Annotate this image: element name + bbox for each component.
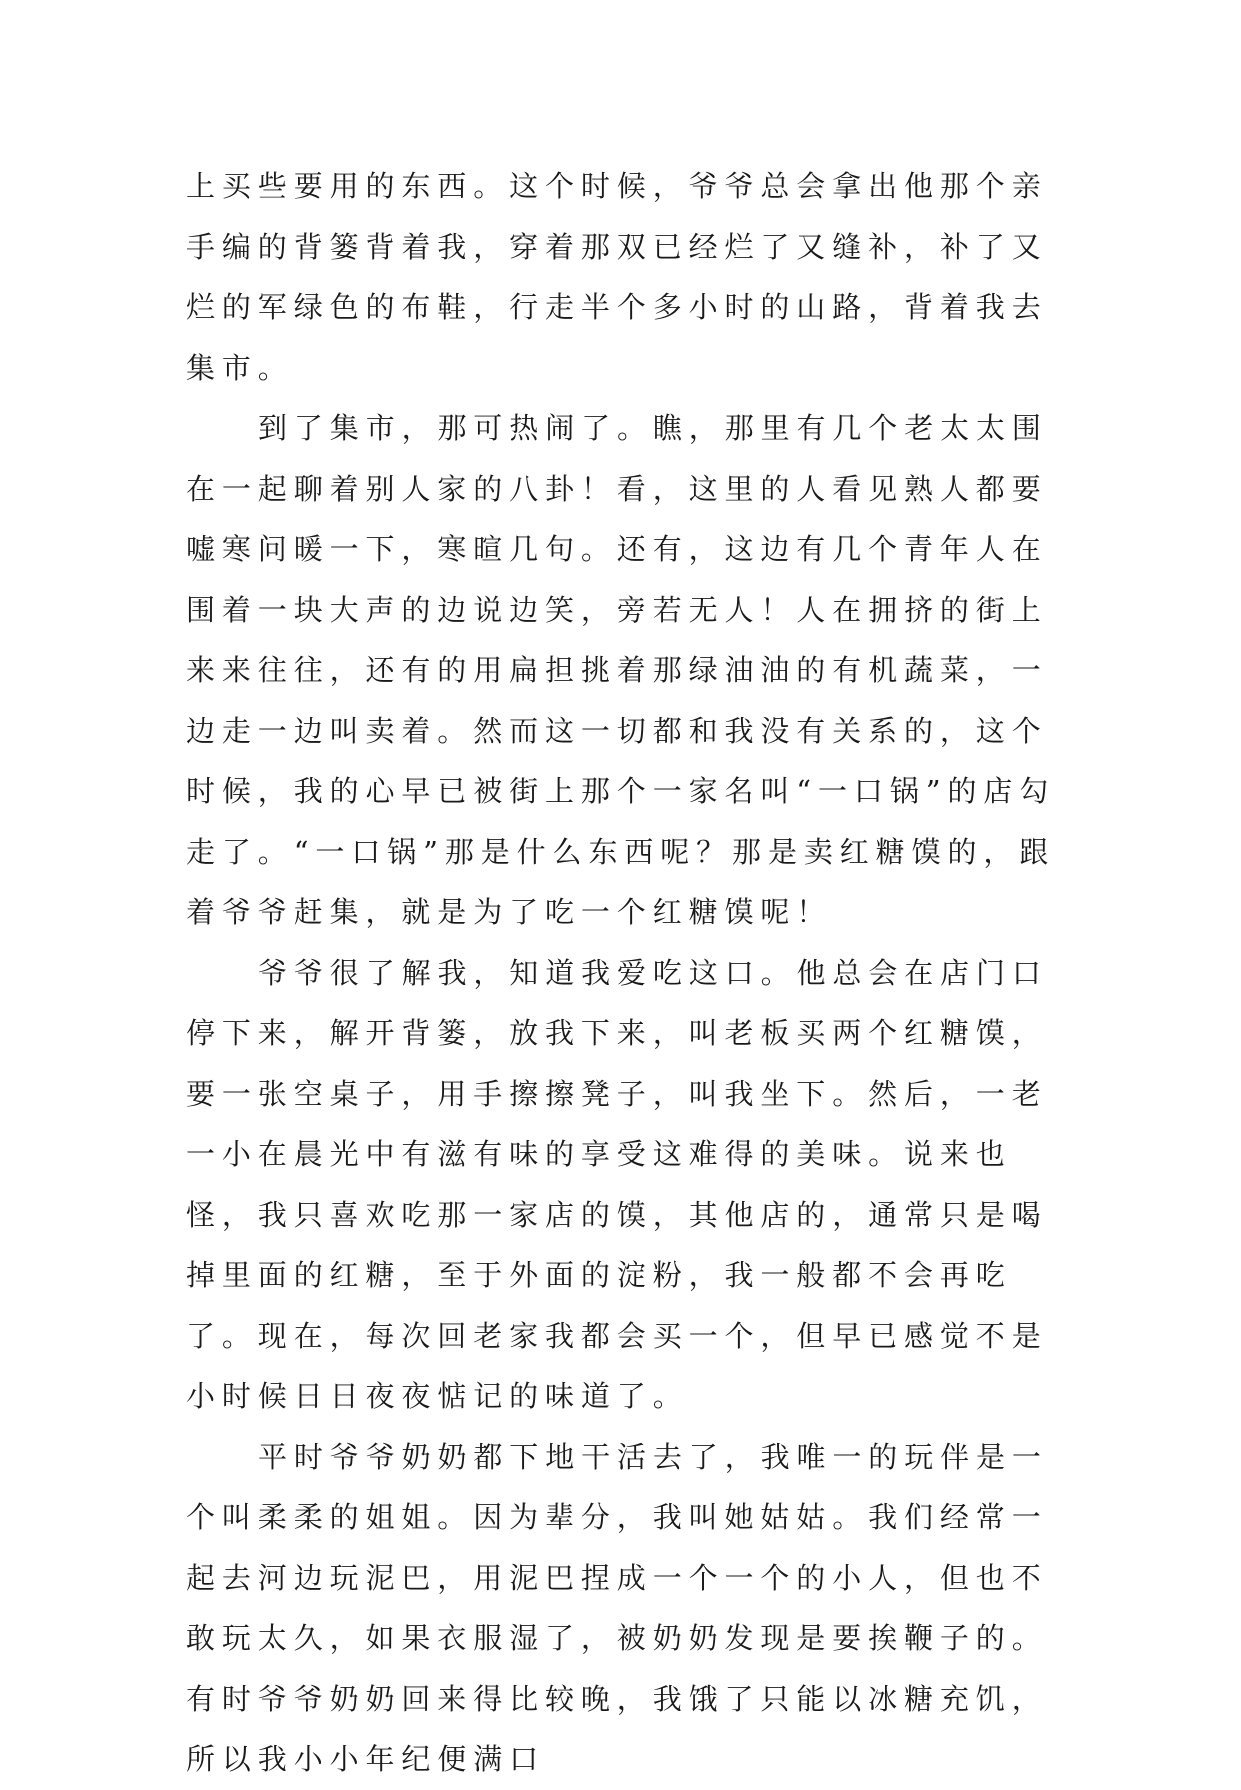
paragraph-4: 平时爷爷奶奶都下地干活去了，我唯一的玩伴是一个叫柔柔的姐姐。因为辈分，我叫她姑姑。我们经常一起去河边玩泥巴，用泥巴捏成一个一个的小人，但也不敢玩太久，如果衣服湿了，被奶奶发现是要挨鞭子的。有时爷爷奶奶回来得比较晚，我饿了只能以冰糖充饥，所以我小小年纪便满口 [186,1439,1048,1776]
document-body [186,156,1056,1790]
paragraph-1: 上买些要用的东西。这个时候，爷爷总会拿出他那个亲手编的背篓背着我，穿着那双已经烂了又缝补，补了又烂的军绿色的布鞋，行走半个多小时的山路，背着我去集市。 [186,169,1048,385]
paragraph-3: 爷爷很了解我，知道我爱吃这口。他总会在店门口停下来，解开背篓，放我下来，叫老板买两个红糖馍，要一张空桌子，用手擦擦凳子，叫我坐下。然后，一老一小在晨光中有滋有味的享受这难得的美味。说来也怪，我只喜欢吃那一家店的馍，其他店的，通常只是喝掉里面的红糖，至于外面的淀粉，我一般都不会再吃了。现在，每次回老家我都会买一个，但早已感觉不是小时候日日夜夜惦记的味道了。 [186,955,1048,1413]
paragraph-2: 到了集市，那可热闹了。瞧，那里有几个老太太围在一起聊着别人家的八卦！看，这里的人看见熟人都要嘘寒问暖一下，寒暄几句。还有，这边有几个青年人在围着一块大声的边说边笑，旁若无人！人在拥挤的街上来来往往，还有的用扁担挑着那绿油油的有机蔬菜，一边走一边叫卖着。然而这一切都和我没有关系的，这个时候，我的心早已被街上那个一家名叫“一口锅”的店勾走了。“一口锅”那是什么东西呢？那是卖红糖馍的，跟着爷爷赶集，就是为了吃一个红糖馍呢！ [186,411,1056,929]
